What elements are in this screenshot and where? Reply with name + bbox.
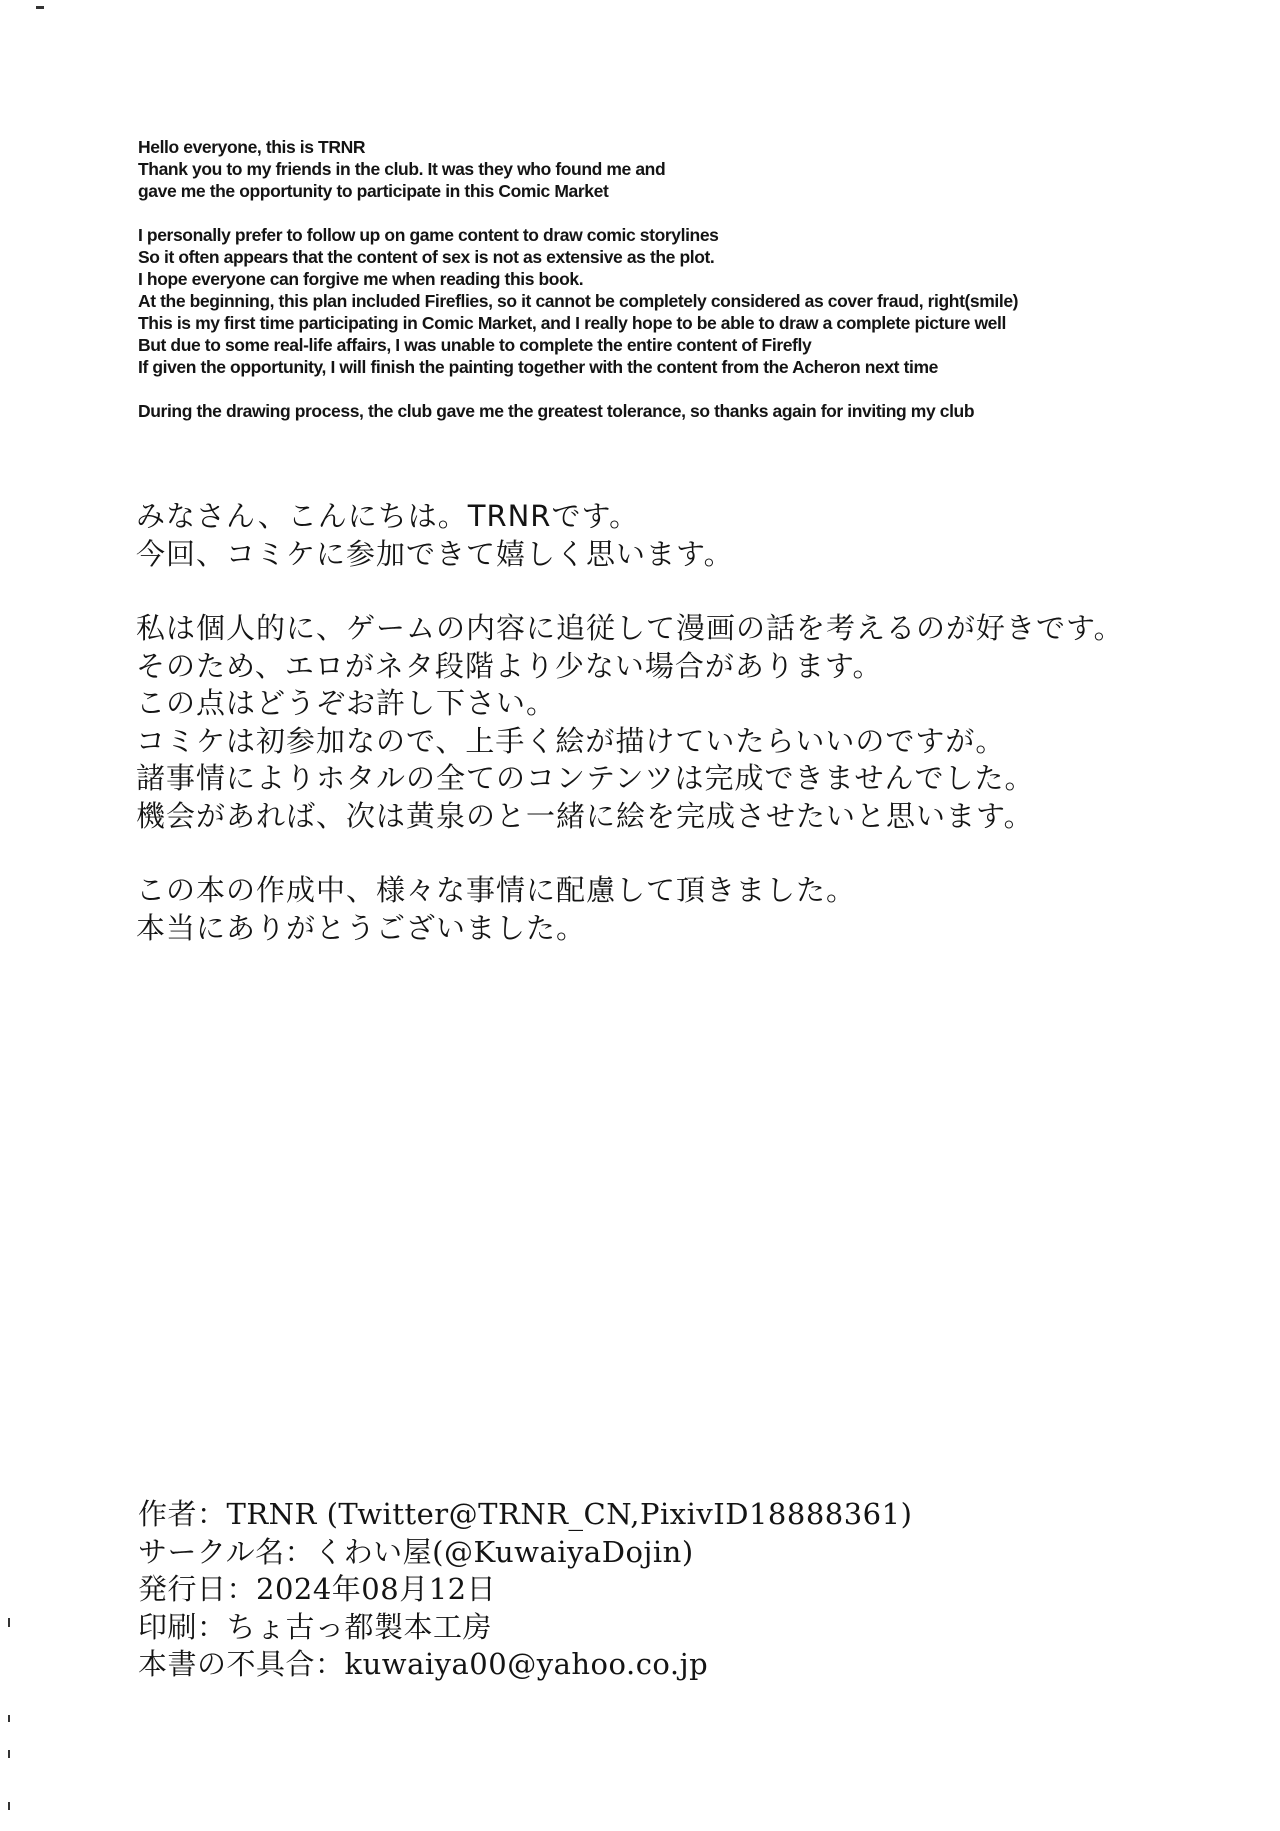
text-line: コミケは初参加なので、上手く絵が描けていたらいいのですが。: [136, 723, 1006, 758]
text-line: 本当にありがとうございました。: [136, 910, 587, 945]
text-line: この本の作成中、様々な事情に配慮して頂きました。: [136, 873, 857, 907]
scan-speck: [8, 1750, 10, 1758]
text-line: みなさん、こんにちは。TRNRです。: [136, 499, 640, 533]
english-afterword: [138, 136, 1138, 422]
text-line: 私は個人的に、ゲームの内容に追従して漫画の話を考えるのが好きです。: [136, 611, 1124, 645]
japanese-afterword: [136, 498, 1236, 947]
text-line: 今回、コミケに参加できて嬉しく思います。: [136, 536, 734, 571]
paragraph-gap: [136, 573, 1236, 610]
scan-speck: [8, 1802, 10, 1810]
text-line: At the beginning, this plan included Fireflies, so it cannot be completely considered as cover fraud, right(smile): [138, 291, 1019, 311]
text-line: I personally prefer to follow up on game content to draw comic storylines: [138, 225, 719, 245]
colophon-contact: 本書の不具合：kuwaiya00@yahoo.co.jp: [138, 1647, 709, 1681]
text-line: 諸事情によりホタルの全てのコンテンツは完成できませんでした。: [136, 761, 1035, 795]
text-line: 機会があれば、次は黄泉のと一緒に絵を完成させたいと思います。: [136, 798, 1034, 833]
scan-speck: [36, 6, 44, 9]
text-line: そのため、エロがネタ段階より少ない場合があります。: [136, 648, 883, 683]
colophon: [138, 1496, 1138, 1684]
text-line: If given the opportunity, I will finish the painting together with the content from the Acheron next time: [138, 357, 938, 377]
paragraph-gap: [138, 202, 1138, 224]
paragraph-gap: [138, 378, 1138, 400]
text-line: During the drawing process, the club gave me the greatest tolerance, so thanks again for inviting my club: [138, 401, 975, 421]
text-line: この点はどうぞお許し下さい。: [136, 686, 557, 720]
scan-speck: [8, 1618, 10, 1627]
paragraph-gap: [136, 835, 1236, 872]
colophon-author: 作者：TRNR (Twitter@TRNR_CN,PixivID18888361): [138, 1497, 913, 1531]
text-line: Hello everyone, this is TRNR: [138, 137, 366, 157]
colophon-printer: 印刷：ちょ古っ都製本工房: [138, 1609, 493, 1644]
text-line: This is my first time participating in Comic Market, and I really hope to be able to draw a complete picture well: [138, 313, 1006, 333]
text-line: So it often appears that the content of sex is not as extensive as the plot.: [138, 247, 715, 267]
text-line: But due to some real-life affairs, I was unable to complete the entire content of Firefly: [138, 335, 812, 355]
colophon-circle: サークル名：くわい屋(@KuwaiyaDojin): [138, 1534, 694, 1569]
text-line: gave me the opportunity to participate in this Comic Market: [138, 181, 609, 201]
scan-speck: [8, 1715, 10, 1722]
colophon-date: 発行日：2024年08月12日: [138, 1572, 497, 1606]
text-line: Thank you to my friends in the club. It was they who found me and: [138, 159, 666, 179]
text-line: I hope everyone can forgive me when reading this book.: [138, 269, 584, 289]
